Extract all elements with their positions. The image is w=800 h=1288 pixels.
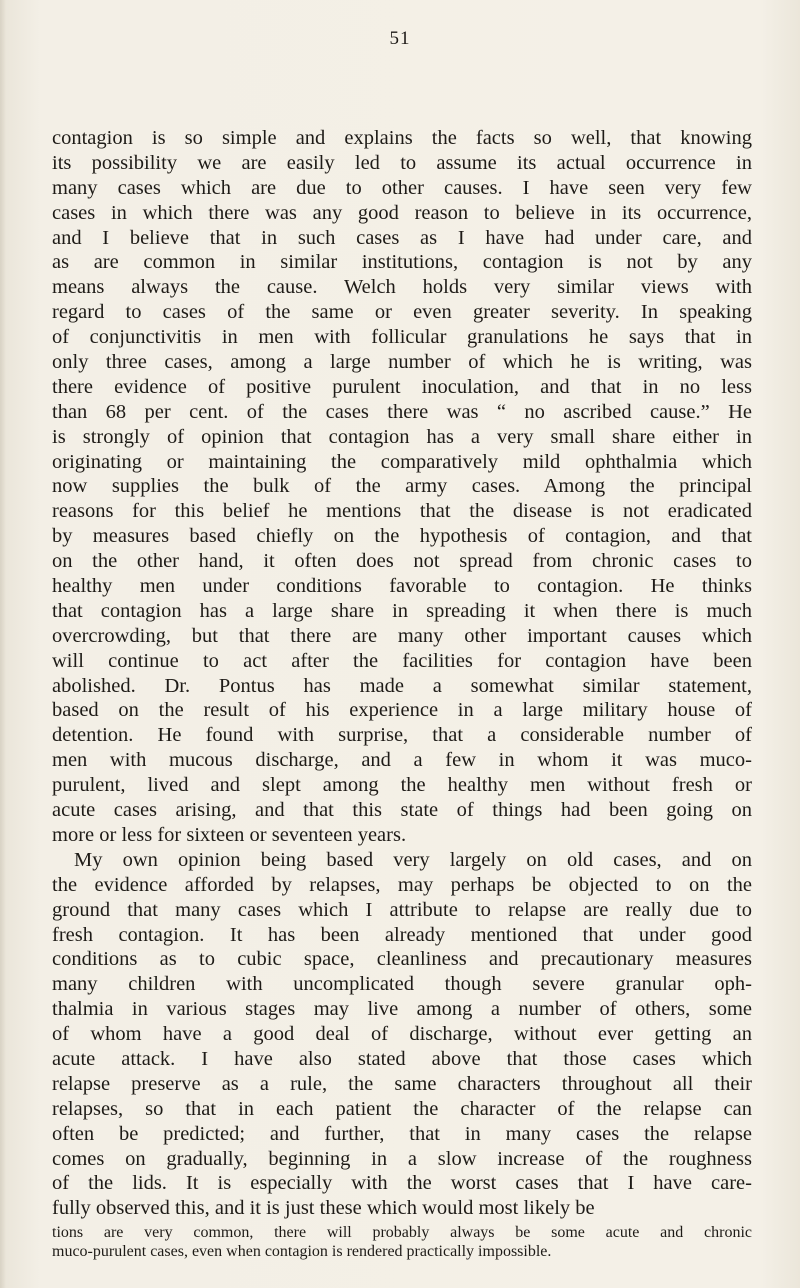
text-line: abolished. Dr. Pontus has made a somewhat similar statement, xyxy=(52,674,752,697)
text-line: means always the cause. Welch holds very similar views with xyxy=(52,276,752,299)
text-line: purulent, lived and slept among the healthy men without fresh or xyxy=(52,774,752,797)
text-line: originating or maintaining the comparatively mild ophthalmia which xyxy=(52,450,752,473)
text-line: of the lids. It is especially with the worst cases that I have care- xyxy=(52,1172,752,1195)
text-line: relapse preserve as a rule, the same characters throughout all their xyxy=(52,1072,752,1095)
text-line: ground that many cases which I attribute to relapse are really due to xyxy=(52,898,752,921)
text-line: only three cases, among a large number of which he is writing, was xyxy=(52,351,752,374)
text-line: that contagion has a large share in spreading it when there is much xyxy=(52,599,752,622)
text-line: My own opinion being based very largely on old cases, and on xyxy=(74,848,752,871)
text-line: detention. He found with surprise, that a considerable number of xyxy=(52,724,752,747)
text-line: acute attack. I have also stated above that those cases which xyxy=(52,1047,752,1070)
text-line: based on the result of his experience in a large military house of xyxy=(52,699,752,722)
text-line: relapses, so that in each patient the character of the relapse can xyxy=(52,1097,752,1120)
text-line: is strongly of opinion that contagion has a very small share either in xyxy=(52,425,752,448)
text-line: often be predicted; and further, that in many cases the relapse xyxy=(52,1122,752,1145)
text-line: its possibility we are easily led to assume its actual occurrence in xyxy=(52,151,752,174)
text-line: contagion is so simple and explains the facts so well, that knowing xyxy=(52,127,752,149)
text-line: cases in which there was any good reason to believe in its occurrence, xyxy=(52,201,752,224)
footnote-line: muco-purulent cases, even when contagion is rendered practically impossible. xyxy=(52,1243,552,1260)
text-line: fresh contagion. It has been already mentioned that under good xyxy=(52,923,752,946)
text-line: there evidence of positive purulent inoculation, and that in no less xyxy=(52,375,752,398)
text-line: reasons for this belief he mentions that the disease is not eradicated xyxy=(52,500,752,523)
text-line: men with mucous discharge, and a few in whom it was muco- xyxy=(52,749,752,772)
text-line: healthy men under conditions favorable to contagion. He thinks xyxy=(52,575,752,598)
text-line: fully observed this, and it is just these which would most likely be xyxy=(52,1197,595,1220)
text-line: overcrowding, but that there are many other important causes which xyxy=(52,624,752,647)
text-line: regard to cases of the same or even greater severity. In speaking xyxy=(52,301,752,324)
text-line: as are common in similar institutions, contagion is not by any xyxy=(52,251,752,274)
text-line: than 68 per cent. of the cases there was “ no ascribed cause.” He xyxy=(52,400,752,423)
text-line: thalmia in various stages may live among a number of others, some xyxy=(52,998,752,1021)
text-line: will continue to act after the facilities for contagion have been xyxy=(52,649,752,672)
footnote xyxy=(52,1223,752,1261)
text-line: acute cases arising, and that this state of things had been going on xyxy=(52,799,752,822)
text-line: on the other hand, it often does not spread from chronic cases to xyxy=(52,550,752,573)
body-text xyxy=(52,126,752,1221)
text-line: of conjunctivitis in men with follicular granulations he says that in xyxy=(52,326,752,349)
text-line: the evidence afforded by relapses, may perhaps be objected to on the xyxy=(52,873,752,896)
text-line: many children with uncomplicated though severe granular oph- xyxy=(52,973,752,996)
text-line: and I believe that in such cases as I have had under care, and xyxy=(52,226,752,249)
text-line: of whom have a good deal of discharge, without ever getting an xyxy=(52,1023,752,1046)
text-line: many cases which are due to other causes. I have seen very few xyxy=(52,176,752,199)
text-line: comes on gradually, beginning in a slow increase of the roughness xyxy=(52,1147,752,1170)
text-line: more or less for sixteen or seventeen years. xyxy=(52,823,407,846)
text-line: now supplies the bulk of the army cases. Among the principal xyxy=(52,475,752,498)
text-line: conditions as to cubic space, cleanliness and precautionary measures xyxy=(52,948,752,971)
page-number: 51 xyxy=(389,28,411,49)
page-gutter-shadow xyxy=(0,0,6,1288)
text-line: by measures based chiefly on the hypothesis of contagion, and that xyxy=(52,525,752,548)
footnote-line: tions are very common, there will probably always be some acute and chronic xyxy=(52,1224,752,1241)
